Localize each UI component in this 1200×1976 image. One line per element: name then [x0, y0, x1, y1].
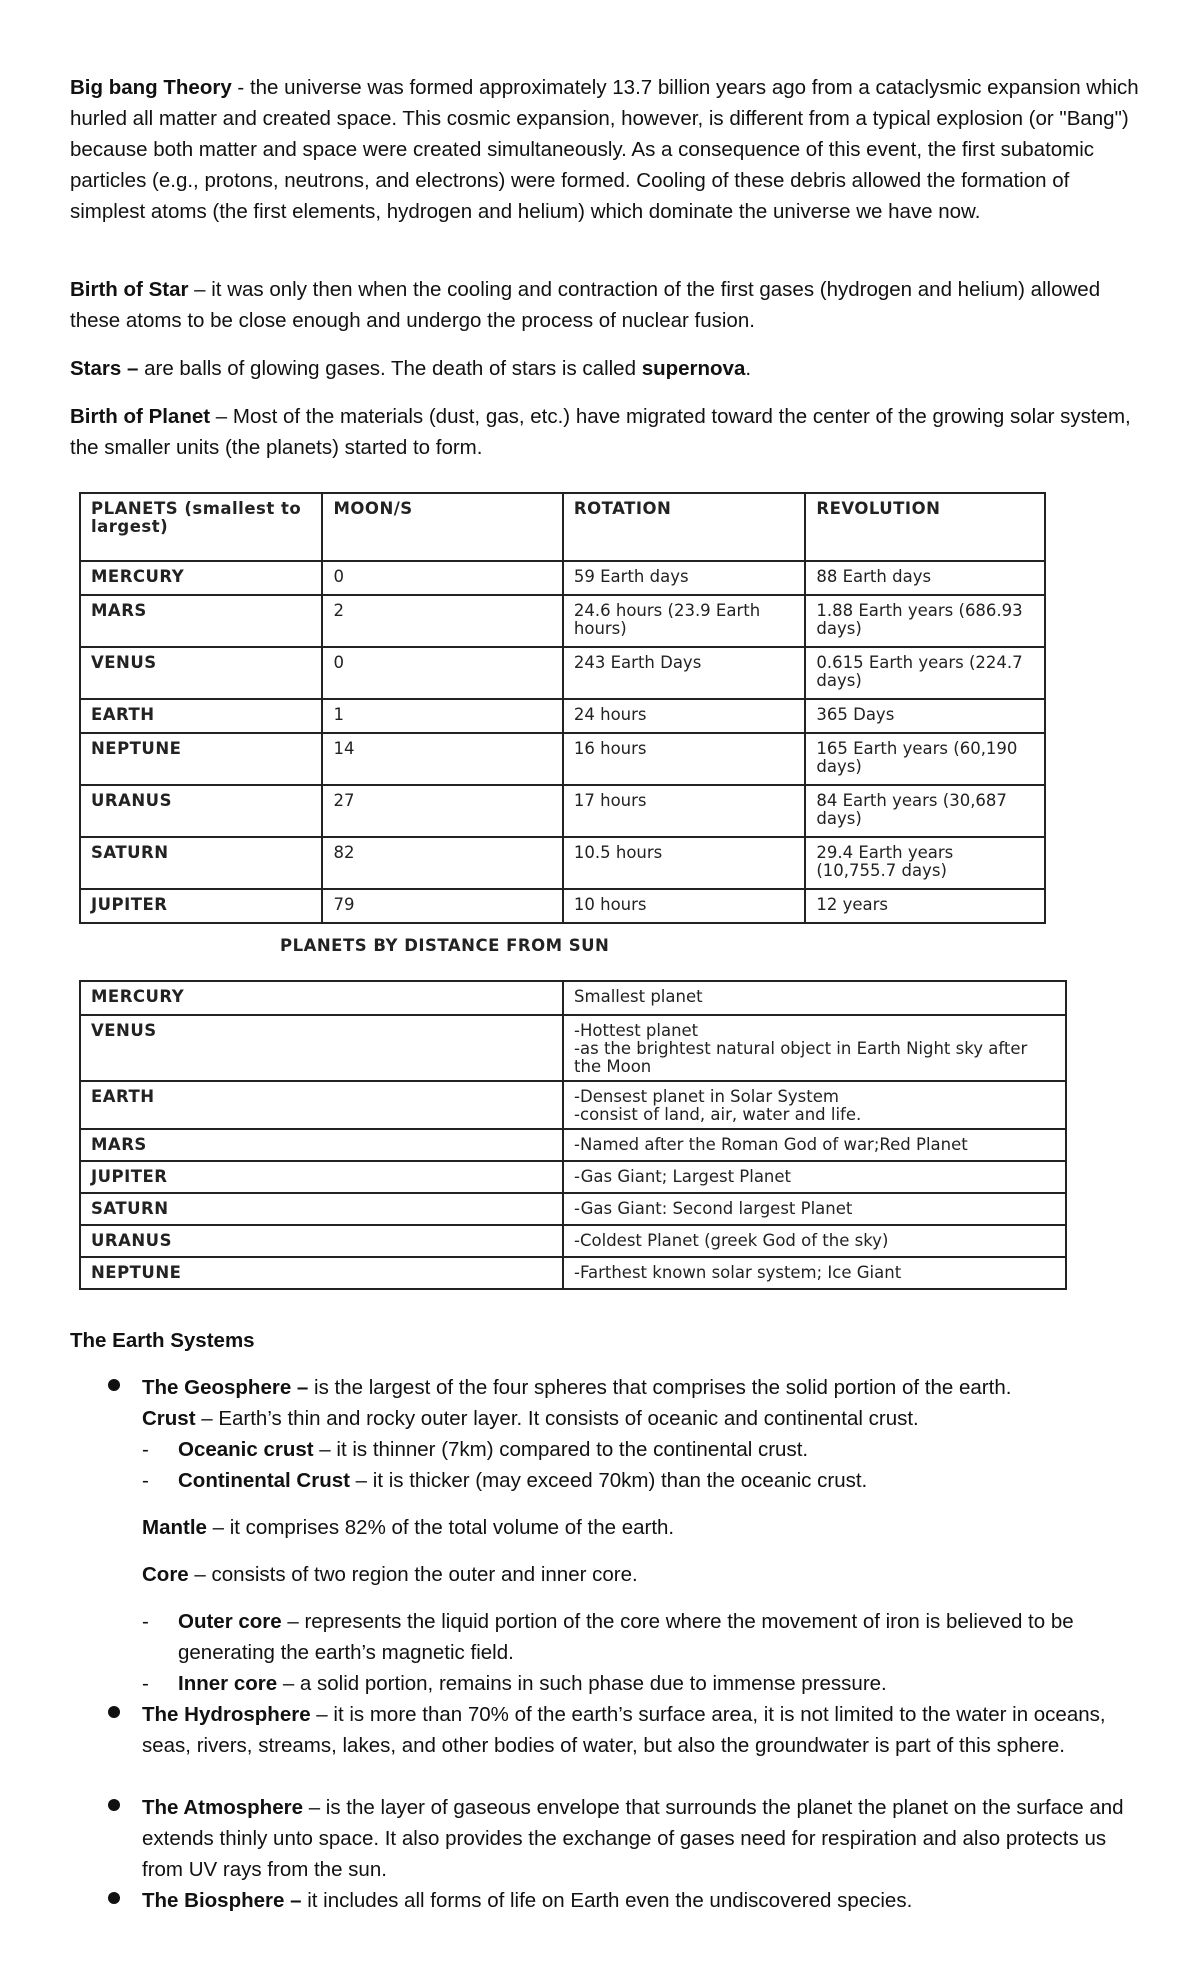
moon-count: 27: [322, 785, 562, 837]
revolution-value: 365 Days: [805, 699, 1045, 733]
big-bang-paragraph: [70, 72, 1140, 227]
bullet-icon: [108, 1892, 120, 1904]
table-row: [80, 595, 1045, 647]
stars-text: are balls of glowing gases. The death of stars is called: [138, 357, 642, 380]
planet-name: SATURN: [80, 837, 322, 889]
moon-count: 14: [322, 733, 562, 785]
outer-core-term: Outer core: [178, 1610, 282, 1633]
planet-description: -Farthest known solar system; Ice Giant: [563, 1257, 1066, 1289]
planet-name: JUPITER: [80, 1161, 563, 1193]
outer-core-text: – represents the liquid portion of the core where the movement of iron is believed to be generating the earth’s magnetic field.: [178, 1610, 1074, 1664]
rotation-value: 243 Earth Days: [563, 647, 805, 699]
planet-name: EARTH: [80, 1081, 563, 1129]
supernova-term: supernova: [641, 357, 746, 380]
planet-name: VENUS: [80, 647, 322, 699]
core-paragraph: [142, 1559, 1142, 1590]
core-text: – consists of two region the outer and inner core.: [188, 1563, 638, 1586]
moon-count: 79: [322, 889, 562, 923]
planet-name: MERCURY: [80, 561, 322, 595]
planet-description: -Gas Giant; Largest Planet: [563, 1161, 1066, 1193]
moon-count: 0: [322, 561, 562, 595]
hydrosphere-paragraph: [142, 1699, 1142, 1761]
revolution-value: 0.615 Earth years (224.7 days): [805, 647, 1045, 699]
planet-name: NEPTUNE: [80, 1257, 563, 1289]
geosphere-term: The Geosphere –: [142, 1376, 309, 1399]
table-row: [80, 889, 1045, 923]
inner-core-term: Inner core: [178, 1672, 278, 1695]
table-row: [80, 1193, 1066, 1225]
core-term: Core: [142, 1563, 189, 1586]
revolution-value: 165 Earth years (60,190 days): [805, 733, 1045, 785]
table-row: [80, 561, 1045, 595]
planet-description: -Gas Giant: Second largest Planet: [563, 1193, 1066, 1225]
moon-count: 0: [322, 647, 562, 699]
revolution-value: 29.4 Earth years (10,755.7 days): [805, 837, 1045, 889]
moon-count: 2: [322, 595, 562, 647]
planet-name: URANUS: [80, 785, 322, 837]
bullet-icon: [108, 1706, 120, 1718]
moon-count: 82: [322, 837, 562, 889]
table-row: [80, 981, 1066, 1015]
birth-of-planet-term: Birth of Planet: [70, 405, 211, 428]
rotation-value: 24 hours: [563, 699, 805, 733]
outer-core-item: [178, 1606, 1138, 1668]
planet-name: URANUS: [80, 1225, 563, 1257]
revolution-value: 84 Earth years (30,687 days): [805, 785, 1045, 837]
continental-crust-text: – it is thicker (may exceed 70km) than the oceanic crust.: [349, 1469, 868, 1492]
table-row: [80, 785, 1045, 837]
planet-description: -Hottest planet -as the brightest natural object in Earth Night sky after the Moon: [563, 1015, 1066, 1081]
rotation-value: 16 hours: [563, 733, 805, 785]
planet-name: MARS: [80, 595, 322, 647]
planets-table: [79, 492, 1046, 924]
planet-description: -Coldest Planet (greek God of the sky): [563, 1225, 1066, 1257]
planet-name: MERCURY: [80, 981, 563, 1015]
biosphere-text: it includes all forms of life on Earth even the undiscovered species.: [301, 1889, 913, 1912]
rotation-value: 10 hours: [563, 889, 805, 923]
birth-of-star-paragraph: [70, 274, 1140, 336]
mantle-text: – it comprises 82% of the total volume of the earth.: [206, 1516, 675, 1539]
header-planets: PLANETS (smallest to largest): [80, 493, 322, 561]
planets-table-header-row: [80, 493, 1045, 561]
continental-crust-term: Continental Crust: [178, 1469, 350, 1492]
table-row: [80, 1081, 1066, 1129]
geosphere-paragraph: [142, 1372, 1142, 1434]
birth-of-planet-paragraph: [70, 401, 1140, 463]
hydrosphere-term: The Hydrosphere: [142, 1703, 311, 1726]
planets-by-distance-table: [79, 980, 1067, 1290]
stars-term: Stars –: [70, 357, 139, 380]
atmosphere-term: The Atmosphere: [142, 1796, 303, 1819]
planets-by-distance-caption: PLANETS BY DISTANCE FROM SUN: [280, 936, 610, 955]
crust-text: – Earth’s thin and rocky outer layer. It consists of oceanic and continental crust.: [195, 1407, 919, 1430]
table-row: [80, 647, 1045, 699]
planet-name: SATURN: [80, 1193, 563, 1225]
mantle-paragraph: [142, 1512, 1142, 1543]
planet-description: -Named after the Roman God of war;Red Planet: [563, 1129, 1066, 1161]
big-bang-term: Big bang Theory: [70, 76, 232, 99]
rotation-value: 59 Earth days: [563, 561, 805, 595]
stars-end: .: [745, 357, 752, 380]
biosphere-paragraph: [142, 1885, 1142, 1916]
header-revolution: REVOLUTION: [805, 493, 1045, 561]
rotation-value: 24.6 hours (23.9 Earth hours): [563, 595, 805, 647]
inner-core-item: [178, 1668, 1138, 1699]
rotation-value: 10.5 hours: [563, 837, 805, 889]
earth-systems-title: The Earth Systems: [70, 1329, 255, 1352]
table-row: [80, 733, 1045, 785]
header-rotation: ROTATION: [563, 493, 805, 561]
crust-term: Crust: [142, 1407, 196, 1430]
table-row: [80, 1015, 1066, 1081]
birth-of-star-text: – it was only then when the cooling and contraction of the first gases (hydrogen and helium) allowed these atoms to be close enough and undergo the process of nuclear fusion.: [70, 278, 1101, 332]
dash-marker: -: [142, 1469, 149, 1492]
mantle-term: Mantle: [142, 1516, 207, 1539]
birth-of-star-term: Birth of Star: [70, 278, 189, 301]
planet-name: NEPTUNE: [80, 733, 322, 785]
planet-name: EARTH: [80, 699, 322, 733]
atmosphere-text: – is the layer of gaseous envelope that surrounds the planet the planet on the surface and extends thinly unto space. It also provides the exchange of gases need for respiration and also protects us from UV rays from the sun.: [142, 1796, 1124, 1881]
planet-name: VENUS: [80, 1015, 563, 1081]
bullet-icon: [108, 1799, 120, 1811]
stars-paragraph: [70, 353, 1140, 384]
dash-marker: -: [142, 1610, 149, 1633]
table-row: [80, 1225, 1066, 1257]
earth-systems-heading: [70, 1325, 1140, 1356]
big-bang-text: - the universe was formed approximately 13.7 billion years ago from a cataclysmic expansion which hurled all matter and created space. This cosmic expansion, however, is different from a typical explosion (or "Bang") because both matter and space were created simultaneously. As a consequence of this event, the first subatomic particles (e.g., protons, neutrons, and electrons) were formed. Cooling of these debris allowed the formation of simplest atoms (the first elements, hydrogen and helium) which dominate the universe we have now.: [70, 76, 1139, 223]
biosphere-term: The Biosphere –: [142, 1889, 302, 1912]
dash-marker: -: [142, 1672, 149, 1695]
revolution-value: 88 Earth days: [805, 561, 1045, 595]
inner-core-text: – a solid portion, remains in such phase due to immense pressure.: [277, 1672, 887, 1695]
planet-name: MARS: [80, 1129, 563, 1161]
table-row: [80, 1257, 1066, 1289]
planet-description: -Densest planet in Solar System -consist of land, air, water and life.: [563, 1081, 1066, 1129]
oceanic-crust-item: [178, 1434, 1138, 1465]
atmosphere-paragraph: [142, 1792, 1142, 1885]
bullet-icon: [108, 1379, 120, 1391]
rotation-value: 17 hours: [563, 785, 805, 837]
header-moons: MOON/S: [322, 493, 562, 561]
revolution-value: 12 years: [805, 889, 1045, 923]
oceanic-crust-text: – it is thinner (7km) compared to the continental crust.: [313, 1438, 809, 1461]
birth-of-planet-text: – Most of the materials (dust, gas, etc.) have migrated toward the center of the growing solar system, the smaller units (the planets) started to form.: [70, 405, 1131, 459]
continental-crust-item: [178, 1465, 1138, 1496]
table-row: [80, 837, 1045, 889]
revolution-value: 1.88 Earth years (686.93 days): [805, 595, 1045, 647]
oceanic-crust-term: Oceanic crust: [178, 1438, 314, 1461]
planet-description: Smallest planet: [563, 981, 1066, 1015]
geosphere-text: is the largest of the four spheres that comprises the solid portion of the earth.: [308, 1376, 1012, 1399]
table-row: [80, 1129, 1066, 1161]
planet-name: JUPITER: [80, 889, 322, 923]
table-row: [80, 1161, 1066, 1193]
hydrosphere-text: – it is more than 70% of the earth’s surface area, it is not limited to the water in oceans, seas, rivers, streams, lakes, and other bodies of water, but also the groundwater is part of this sphere.: [142, 1703, 1106, 1757]
dash-marker: -: [142, 1438, 149, 1461]
table-row: [80, 699, 1045, 733]
moon-count: 1: [322, 699, 562, 733]
